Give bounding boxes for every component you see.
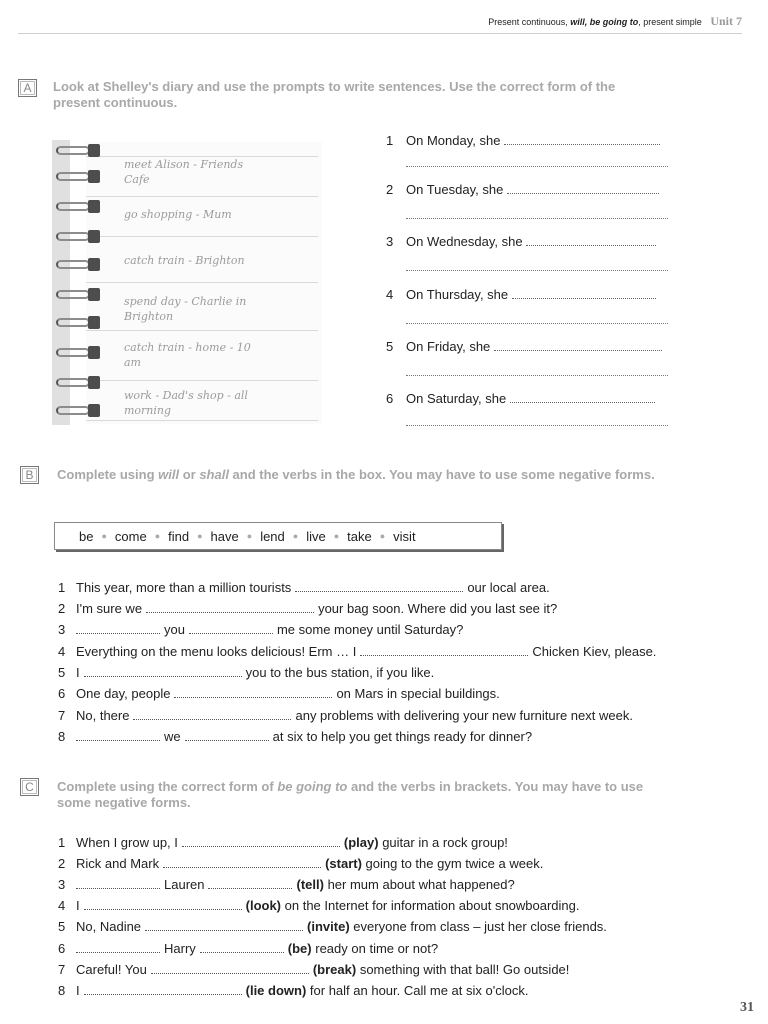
section-c-label: C: [20, 778, 39, 796]
item-number: 4: [58, 644, 66, 659]
bullet-icon: ●: [197, 531, 203, 541]
answer-blank[interactable]: [84, 900, 242, 910]
prompt-text: On Saturday, she: [406, 391, 507, 406]
verb-word: visit: [393, 528, 416, 544]
spiral-ring-icon: [56, 376, 100, 389]
item-text: you: [164, 622, 185, 637]
bullet-icon: ●: [292, 531, 299, 541]
exercise-item: [58, 877, 738, 892]
header-title-a: Present continuous,: [488, 17, 571, 27]
exercise-item: [58, 941, 738, 956]
item-text: When I grow up, I: [76, 835, 178, 850]
spiral-ring-icon: [56, 346, 100, 359]
diary-entry-thursday: spend day - Charlie in Brighton: [124, 295, 247, 323]
prompt-number: 1: [386, 133, 394, 148]
item-number: 4: [58, 898, 66, 913]
diary-entry-friday: catch train - home - 10 am: [124, 341, 251, 369]
answer-blank[interactable]: [163, 858, 321, 868]
answer-blank[interactable]: [76, 879, 160, 889]
spiral-ring-icon: [56, 170, 100, 183]
item-text: on the Internet for information about snowboarding.: [284, 898, 580, 913]
exercise-item: [58, 856, 738, 871]
prompt-number: 2: [386, 182, 394, 197]
prompt-number: 6: [386, 391, 394, 406]
answer-blank[interactable]: [295, 582, 463, 592]
page-number: 31: [740, 1000, 754, 1015]
item-text: ready on time or not?: [315, 941, 439, 956]
answer-blank[interactable]: [174, 688, 332, 698]
answer-blank[interactable]: [146, 603, 314, 613]
exercise-item: [58, 580, 738, 595]
diary-rule: [86, 282, 318, 283]
running-header: [488, 14, 742, 29]
verb-prompt: (break): [312, 962, 357, 977]
item-text: Rick and Mark: [76, 856, 160, 871]
section-c-instruction: [57, 779, 657, 811]
prompt-text: On Monday, she: [406, 133, 501, 148]
exercise-item: [58, 983, 738, 998]
diary-rule: [86, 236, 318, 237]
item-number: 6: [58, 941, 66, 956]
item-number: 8: [58, 729, 66, 744]
answer-line[interactable]: [406, 270, 668, 271]
answer-blank[interactable]: [512, 289, 656, 299]
prompt-text: On Thursday, she: [406, 287, 509, 302]
item-text: on Mars in special buildings.: [336, 686, 500, 701]
verb-prompt: (invite): [307, 919, 350, 934]
exercise-item: [58, 665, 738, 680]
diary-rule: [86, 380, 318, 381]
verb-prompt: (tell): [296, 877, 324, 892]
item-text: we: [164, 729, 181, 744]
item-text: any problems with delivering your new furniture next week.: [295, 708, 633, 723]
instr-text: and the verbs in brackets. You may have to use some negative forms.: [57, 779, 644, 810]
exercise-item: [58, 686, 738, 701]
item-text: No, Nadine: [76, 919, 142, 934]
verb-word: live: [306, 528, 326, 544]
section-a-label: A: [18, 79, 37, 97]
instr-text: Complete using the correct form of: [57, 779, 278, 794]
verb-word: lend: [260, 528, 285, 544]
answer-blank[interactable]: [360, 646, 528, 656]
item-text: Chicken Kiev, please.: [532, 644, 657, 659]
instr-keyword: will: [158, 467, 180, 482]
prompt-item: [386, 182, 676, 197]
exercise-item: [58, 898, 738, 913]
answer-line[interactable]: [406, 375, 668, 376]
item-text: you to the bus station, if you like.: [245, 665, 435, 680]
bullet-icon: ●: [333, 531, 340, 541]
item-text: I: [76, 898, 80, 913]
section-b-label: B: [20, 466, 39, 484]
section-a-instruction: Look at Shelley's diary and use the prompts to write sentences. Use the correct form of the present continuous.: [53, 79, 616, 110]
item-text: everyone from class – just her close friends.: [353, 919, 607, 934]
answer-blank[interactable]: [189, 624, 273, 634]
verb-prompt: (look): [245, 898, 282, 913]
instr-keyword: shall: [199, 467, 229, 482]
bullet-icon: ●: [101, 531, 107, 541]
diary-rule: [86, 330, 318, 331]
item-number: 6: [58, 686, 66, 701]
bullet-icon: ●: [154, 531, 161, 541]
exercise-item: [58, 835, 738, 850]
header-title-c: , present simple: [638, 17, 702, 27]
answer-blank[interactable]: [84, 667, 242, 677]
verb-prompt: (be): [287, 941, 312, 956]
answer-blank[interactable]: [185, 731, 269, 741]
header-title-b: will, be going to: [570, 17, 639, 27]
item-text: Everything on the menu looks delicious! Erm … I: [76, 644, 357, 659]
instr-text: Complete using: [57, 467, 159, 482]
answer-blank[interactable]: [76, 624, 160, 634]
verb-prompt: (lie down): [245, 983, 307, 998]
answer-line[interactable]: [406, 166, 668, 167]
instr-keyword: be going to: [277, 779, 348, 794]
diary-entry-wednesday: catch train - Brighton: [124, 254, 245, 267]
verb-word: come: [114, 528, 147, 544]
answer-blank[interactable]: [151, 964, 309, 974]
item-number: 2: [58, 856, 66, 871]
answer-blank[interactable]: [133, 710, 291, 720]
item-text: I: [76, 983, 80, 998]
diary-illustration: [52, 140, 330, 430]
answer-blank[interactable]: [200, 943, 284, 953]
exercise-item: [58, 708, 738, 723]
item-text: me some money until Saturday?: [276, 622, 464, 637]
bullet-icon: ●: [246, 531, 253, 541]
answer-blank[interactable]: [507, 184, 659, 194]
answer-blank[interactable]: [145, 921, 303, 931]
answer-blank[interactable]: [526, 236, 656, 246]
verb-prompt: (play): [343, 835, 379, 850]
section-b-instruction: [57, 467, 657, 483]
answer-blank[interactable]: [208, 879, 292, 889]
spiral-ring-icon: [56, 144, 100, 157]
answer-blank[interactable]: [504, 135, 660, 145]
exercise-item: [58, 962, 738, 977]
answer-blank[interactable]: [84, 985, 242, 995]
answer-line[interactable]: [406, 425, 668, 426]
prompt-number: 4: [386, 287, 394, 302]
item-number: 2: [58, 601, 66, 616]
item-text: I: [76, 665, 80, 680]
prompt-item: [386, 339, 676, 354]
item-number: 5: [58, 919, 66, 934]
item-number: 1: [58, 580, 66, 595]
item-text: One day, people: [76, 686, 171, 701]
prompt-item: [386, 234, 676, 249]
item-text: our local area.: [467, 580, 550, 595]
verb-prompt: (start): [325, 856, 362, 871]
prompt-number: 3: [386, 234, 394, 249]
exercise-item: [58, 919, 738, 934]
item-text: This year, more than a million tourists: [76, 580, 292, 595]
exercise-item: [58, 622, 738, 637]
prompt-item: [386, 133, 676, 148]
diary-rule: [86, 196, 318, 197]
answer-line[interactable]: [406, 323, 668, 324]
prompt-item: [386, 287, 676, 302]
verb-word: find: [168, 528, 190, 544]
diary-rule: [86, 420, 318, 421]
item-text: her mum about what happened?: [327, 877, 515, 892]
spiral-ring-icon: [56, 258, 100, 271]
item-text: something with that ball! Go outside!: [359, 962, 570, 977]
spiral-ring-icon: [56, 288, 100, 301]
verb-box: [54, 522, 502, 550]
header-divider: [18, 33, 742, 34]
spiral-ring-icon: [56, 200, 100, 213]
instr-text: and the verbs in the box. You may have to use some negative forms.: [228, 467, 655, 482]
item-text: No, there: [76, 708, 130, 723]
prompt-text: On Wednesday, she: [406, 234, 523, 249]
exercise-item: [58, 601, 738, 616]
answer-blank[interactable]: [494, 341, 662, 351]
item-text: Lauren: [164, 877, 205, 892]
item-text: going to the gym twice a week.: [365, 856, 544, 871]
item-number: 8: [58, 983, 66, 998]
instr-text: or: [179, 467, 200, 482]
item-text: at six to help you get things ready for dinner?: [272, 729, 533, 744]
exercise-item: [58, 729, 738, 744]
exercise-item: [58, 644, 738, 659]
diary-entry-tuesday: go shopping - Mum: [124, 208, 232, 221]
item-text: Careful! You: [76, 962, 147, 977]
answer-blank[interactable]: [510, 393, 655, 403]
item-number: 7: [58, 708, 66, 723]
item-number: 1: [58, 835, 66, 850]
item-text: guitar in a rock group!: [382, 835, 508, 850]
spiral-ring-icon: [56, 230, 100, 243]
answer-blank[interactable]: [76, 943, 160, 953]
verb-word: take: [347, 528, 372, 544]
item-number: 7: [58, 962, 66, 977]
answer-line[interactable]: [406, 218, 668, 219]
spiral-ring-icon: [56, 404, 100, 417]
diary-entry-saturday: work - Dad's shop - all morning: [124, 389, 248, 417]
item-number: 5: [58, 665, 66, 680]
prompt-number: 5: [386, 339, 394, 354]
answer-blank[interactable]: [76, 731, 160, 741]
spiral-ring-icon: [56, 316, 100, 329]
item-text: your bag soon. Where did you last see it?: [318, 601, 558, 616]
prompt-text: On Tuesday, she: [406, 182, 504, 197]
verb-word: have: [210, 528, 239, 544]
item-text: Harry: [164, 941, 196, 956]
item-text: for half an hour. Call me at six o'clock.: [309, 983, 529, 998]
bullet-icon: ●: [379, 531, 386, 541]
prompt-item: [386, 391, 676, 406]
item-number: 3: [58, 877, 66, 892]
prompt-text: On Friday, she: [406, 339, 491, 354]
unit-label: Unit 7: [710, 14, 742, 28]
diary-entry-monday: meet Alison - Friends Cafe: [124, 158, 244, 186]
item-number: 3: [58, 622, 66, 637]
item-text: I'm sure we: [76, 601, 143, 616]
verb-word: be: [79, 528, 94, 544]
answer-blank[interactable]: [182, 837, 340, 847]
